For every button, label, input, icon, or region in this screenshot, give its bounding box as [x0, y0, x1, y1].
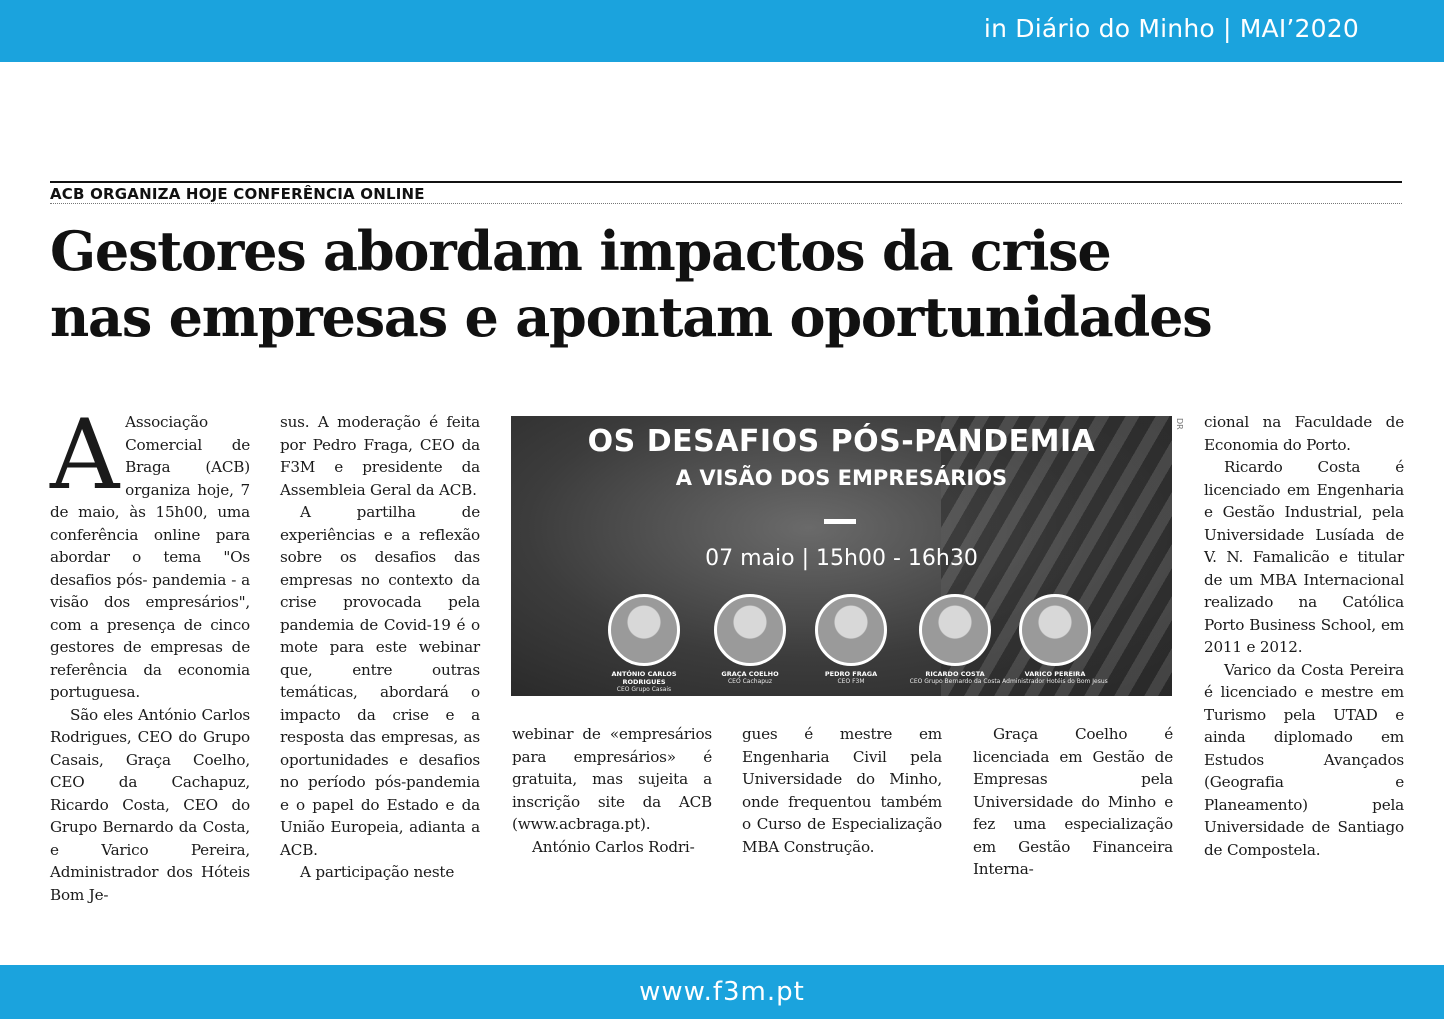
- speaker-card: [1000, 594, 1110, 685]
- source-label: in Diário do Minho | MAI’2020: [983, 14, 1359, 43]
- speaker-name: RICARDO COSTA: [925, 670, 985, 678]
- speaker-role: CEO Grupo Bernardo da Costa: [909, 678, 1001, 685]
- paragraph: Ricardo Costa é licenciado em Engenharia e Gestão Industrial, pela Universidade Lusíada de V. N. Famalicão e titular de um MBA Internacional realizado na Católica Porto Business School, em 2011 e 2012.: [1204, 458, 1404, 656]
- speaker-portrait: [815, 594, 887, 666]
- article-column-2: [280, 411, 480, 884]
- paragraph: Varico da Costa Pereira é licenciado e mestre em Turismo pela UTAD e ainda diplomado em Estudos Avançados (Geografia e Planeamento) pela Universidade de Santiago de Compostela.: [1204, 660, 1404, 859]
- paragraph: cional na Faculdade de Economia do Porto.: [1204, 413, 1404, 454]
- poster-divider: [824, 519, 856, 524]
- poster-date-time: 07 maio | 15h00 - 16h30: [705, 546, 978, 571]
- paragraph: sus. A moderação é feita por Pedro Fraga, CEO da F3M e presidente da Assembleia Geral da ACB.: [280, 413, 480, 499]
- speaker-role: Administrador Hotéis do Bom Jesus: [1002, 678, 1108, 685]
- speaker-portrait: [608, 594, 680, 666]
- speaker-card: [900, 594, 1010, 685]
- poster-subtitle: A VISÃO DOS EMPRESÁRIOS: [675, 466, 1008, 490]
- drop-cap: A: [50, 399, 120, 511]
- paragraph: António Carlos Rodri-: [532, 837, 695, 856]
- photo-credit: DR: [1175, 418, 1184, 430]
- paragraph: Associação Comercial de Braga (ACB) organiza hoje, 7 de maio, às 15h00, uma conferência online para abordar o tema "Os desafios pós- pandemia - a visão dos empresários", com a presença de cinco gestores de empresas de referência da economia portuguesa.: [50, 413, 250, 701]
- speaker-role: CEO Grupo Casais: [616, 686, 672, 693]
- speaker-portrait: [919, 594, 991, 666]
- speaker-portrait: [1019, 594, 1091, 666]
- speaker-name: VARICO PEREIRA: [1024, 670, 1086, 678]
- source-banner: [0, 0, 1444, 62]
- paragraph: Graça Coelho é licenciada em Gestão de Empresas pela Universidade do Minho e fez uma especialização em Gestão Financeira Interna-: [973, 725, 1173, 878]
- article-column-3: [512, 723, 712, 858]
- speaker-card: [695, 594, 805, 685]
- paragraph: São eles António Carlos Rodrigues, CEO do Grupo Casais, Graça Coelho, CEO da Cachapuz, Ricardo Costa, CEO do Grupo Bernardo da Costa, e Varico Pereira, Administrador dos Hóteis Bom Je-: [50, 705, 250, 904]
- dotted-rule: [50, 203, 1402, 204]
- speaker-role: CEO Cachapuz: [727, 678, 772, 685]
- headline-line-2: nas empresas e apontam oportunidades: [50, 285, 1212, 349]
- headline-line-1: Gestores abordam impactos da crise: [50, 219, 1111, 283]
- article-column-4: [742, 723, 942, 858]
- speaker-portrait: [714, 594, 786, 666]
- paragraph: A partilha de experiências e a reflexão sobre os desafios das empresas no contexto da crise provocada pela pandemia de Covid-19 é o mote para este webinar que, entre outras temáticas, abordará o impacto da crise e a resposta das empresas, as oportunidades e desafios no período pós-pandemia e o papel do Estado e da União Europeia, adianta a ACB.: [280, 503, 480, 859]
- article-column-5: [973, 723, 1173, 881]
- article-headline: [50, 218, 1350, 350]
- speaker-name: GRAÇA COELHO: [721, 670, 779, 678]
- footer-banner: [0, 965, 1444, 1019]
- speaker-card: [589, 594, 699, 693]
- article-column-6: [1204, 411, 1404, 861]
- paragraph: webinar de «empresários para empresários» é gratuita, mas sujeita a inscrição site da ACB (www.acbraga.pt).: [512, 725, 712, 833]
- paragraph: gues é mestre em Engenharia Civil pela Universidade do Minho, onde frequentou também o Curso de Especialização MBA Construção.: [742, 725, 942, 856]
- top-rule: [50, 181, 1402, 183]
- speaker-name: PEDRO FRAGA: [824, 670, 878, 678]
- article-kicker: ACB ORGANIZA HOJE CONFERÊNCIA ONLINE: [50, 185, 425, 203]
- speaker-card: [796, 594, 906, 685]
- footer-url[interactable]: www.f3m.pt: [639, 977, 805, 1007]
- webinar-poster-photo: [511, 416, 1172, 696]
- article-column-1: [50, 399, 250, 906]
- speaker-name: ANTÓNIO CARLOS RODRIGUES: [611, 670, 677, 686]
- poster-title: OS DESAFIOS PÓS-PANDEMIA: [587, 424, 1096, 459]
- speaker-role: CEO F3M: [837, 678, 865, 685]
- paragraph: A participação neste: [300, 863, 455, 881]
